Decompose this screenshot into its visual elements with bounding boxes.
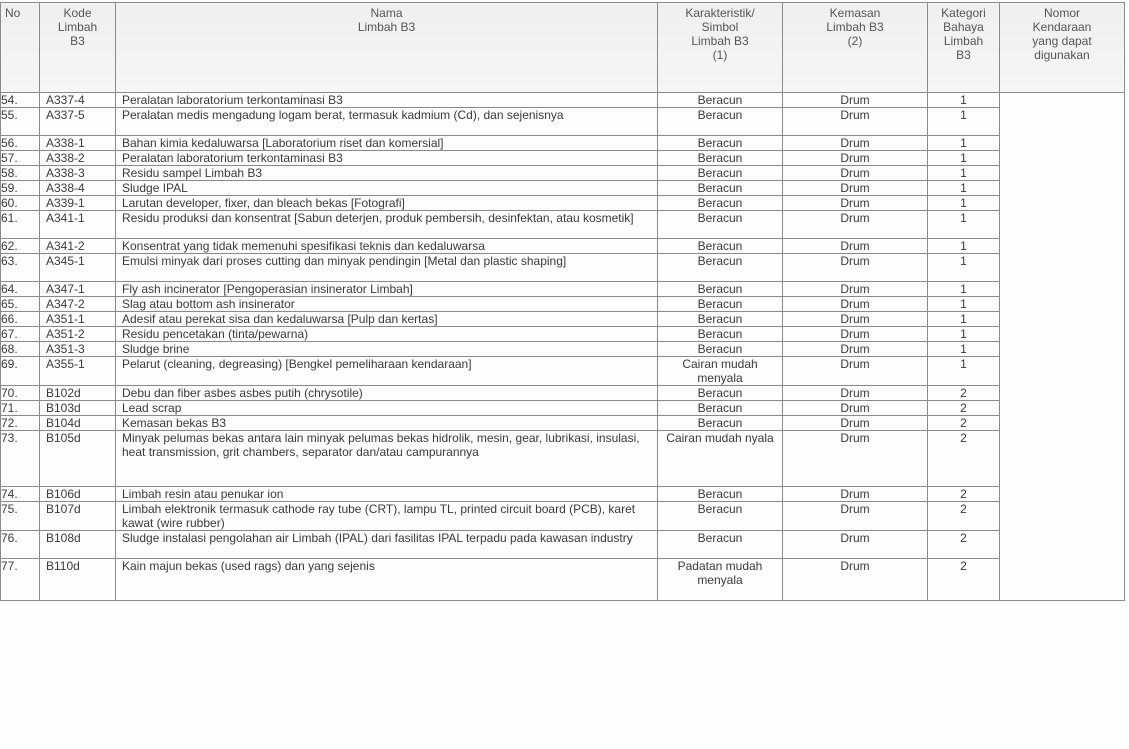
row-characteristic: Padatan mudah menyala <box>658 559 783 601</box>
row-category: 1 <box>928 196 1000 211</box>
row-name: Fly ash incinerator [Pengoperasian insinerator Limbah] <box>116 282 658 297</box>
row-characteristic: Beracun <box>658 487 783 502</box>
waste-table <box>0 2 1125 601</box>
row-category: 1 <box>928 181 1000 196</box>
row-packaging: Drum <box>783 254 928 282</box>
table-row <box>1 559 1125 601</box>
row-packaging: Drum <box>783 239 928 254</box>
row-name: Limbah resin atau penukar ion <box>116 487 658 502</box>
row-characteristic: Beracun <box>658 297 783 312</box>
header-nomor-kendaraan: Nomor Kendaraan yang dapat digunakan <box>1000 3 1125 93</box>
row-code: B107d <box>40 502 116 531</box>
row-number: 64. <box>1 282 40 297</box>
row-name: Pelarut (cleaning, degreasing) [Bengkel pemeliharaan kendaraan] <box>116 357 658 386</box>
header-kode: Kode Limbah B3 <box>40 3 116 93</box>
header-nama: Nama Limbah B3 <box>116 3 658 93</box>
row-number: 58. <box>1 166 40 181</box>
row-characteristic: Beracun <box>658 196 783 211</box>
row-code: A337-5 <box>40 108 116 136</box>
row-number: 59. <box>1 181 40 196</box>
row-number: 63. <box>1 254 40 282</box>
row-packaging: Drum <box>783 181 928 196</box>
row-name: Peralatan medis mengadung logam berat, termasuk kadmium (Cd), dan sejenisnya <box>116 108 658 136</box>
row-category: 1 <box>928 282 1000 297</box>
row-category: 1 <box>928 93 1000 108</box>
row-code: A338-1 <box>40 136 116 151</box>
row-packaging: Drum <box>783 416 928 431</box>
row-packaging: Drum <box>783 151 928 166</box>
row-number: 72. <box>1 416 40 431</box>
row-packaging: Drum <box>783 297 928 312</box>
row-category: 1 <box>928 297 1000 312</box>
row-characteristic: Cairan mudah menyala <box>658 357 783 386</box>
row-name: Konsentrat yang tidak memenuhi spesifikasi teknis dan kedaluwarsa <box>116 239 658 254</box>
row-packaging: Drum <box>783 211 928 239</box>
row-code: A351-2 <box>40 327 116 342</box>
row-code: B108d <box>40 531 116 559</box>
row-name: Residu pencetakan (tinta/pewarna) <box>116 327 658 342</box>
row-code: A337-4 <box>40 93 116 108</box>
row-name: Bahan kimia kedaluwarsa [Laboratorium riset dan komersial] <box>116 136 658 151</box>
table-row <box>1 502 1125 531</box>
row-number: 65. <box>1 297 40 312</box>
row-packaging: Drum <box>783 431 928 487</box>
table-row <box>1 239 1125 254</box>
row-name: Emulsi minyak dari proses cutting dan minyak pendingin [Metal dan plastic shaping] <box>116 254 658 282</box>
row-code: A347-2 <box>40 297 116 312</box>
row-number: 73. <box>1 431 40 487</box>
row-characteristic: Beracun <box>658 108 783 136</box>
row-number: 67. <box>1 327 40 342</box>
row-number: 70. <box>1 386 40 401</box>
table-row <box>1 342 1125 357</box>
row-characteristic: Beracun <box>658 401 783 416</box>
row-category: 2 <box>928 416 1000 431</box>
row-characteristic: Beracun <box>658 239 783 254</box>
table-row <box>1 327 1125 342</box>
row-name: Larutan developer, fixer, dan bleach bekas [Fotografi] <box>116 196 658 211</box>
row-category: 1 <box>928 211 1000 239</box>
row-characteristic: Cairan mudah nyala <box>658 431 783 487</box>
row-packaging: Drum <box>783 401 928 416</box>
row-number: 66. <box>1 312 40 327</box>
row-packaging: Drum <box>783 282 928 297</box>
header-kategori: Kategori Bahaya Limbah B3 <box>928 3 1000 93</box>
row-name: Peralatan laboratorium terkontaminasi B3 <box>116 151 658 166</box>
row-name: Sludge IPAL <box>116 181 658 196</box>
table-row <box>1 312 1125 327</box>
row-number: 74. <box>1 487 40 502</box>
row-category: 1 <box>928 357 1000 386</box>
row-characteristic: Beracun <box>658 181 783 196</box>
table-row <box>1 297 1125 312</box>
row-number: 62. <box>1 239 40 254</box>
row-characteristic: Beracun <box>658 166 783 181</box>
table-row <box>1 531 1125 559</box>
row-category: 1 <box>928 166 1000 181</box>
row-code: B104d <box>40 416 116 431</box>
row-category: 1 <box>928 312 1000 327</box>
row-code: B102d <box>40 386 116 401</box>
row-code: B106d <box>40 487 116 502</box>
row-number: 61. <box>1 211 40 239</box>
row-code: B110d <box>40 559 116 601</box>
row-characteristic: Beracun <box>658 136 783 151</box>
table-row <box>1 136 1125 151</box>
row-name: Residu sampel Limbah B3 <box>116 166 658 181</box>
row-packaging: Drum <box>783 196 928 211</box>
row-number: 68. <box>1 342 40 357</box>
row-number: 56. <box>1 136 40 151</box>
row-category: 1 <box>928 327 1000 342</box>
header-kemasan: Kemasan Limbah B3 (2) <box>783 3 928 93</box>
row-packaging: Drum <box>783 93 928 108</box>
row-category: 2 <box>928 531 1000 559</box>
row-code: A345-1 <box>40 254 116 282</box>
row-characteristic: Beracun <box>658 386 783 401</box>
table-row <box>1 282 1125 297</box>
row-characteristic: Beracun <box>658 416 783 431</box>
row-name: Lead scrap <box>116 401 658 416</box>
table-row <box>1 151 1125 166</box>
row-packaging: Drum <box>783 487 928 502</box>
row-characteristic: Beracun <box>658 282 783 297</box>
row-name: Debu dan fiber asbes asbes putih (chrysotile) <box>116 386 658 401</box>
row-category: 1 <box>928 108 1000 136</box>
row-packaging: Drum <box>783 312 928 327</box>
row-category: 2 <box>928 559 1000 601</box>
row-number: 77. <box>1 559 40 601</box>
table-row <box>1 93 1125 108</box>
row-packaging: Drum <box>783 386 928 401</box>
row-vehicle-number <box>1000 93 1125 601</box>
table-row <box>1 401 1125 416</box>
row-number: 71. <box>1 401 40 416</box>
row-packaging: Drum <box>783 166 928 181</box>
row-number: 60. <box>1 196 40 211</box>
row-code: B103d <box>40 401 116 416</box>
row-category: 1 <box>928 254 1000 282</box>
row-code: A351-1 <box>40 312 116 327</box>
row-name: Residu produksi dan konsentrat [Sabun deterjen, produk pembersih, desinfektan, atau kosmetik] <box>116 211 658 239</box>
row-characteristic: Beracun <box>658 312 783 327</box>
row-name: Kemasan bekas B3 <box>116 416 658 431</box>
row-characteristic: Beracun <box>658 327 783 342</box>
row-code: A355-1 <box>40 357 116 386</box>
row-code: A339-1 <box>40 196 116 211</box>
row-characteristic: Beracun <box>658 531 783 559</box>
row-number: 69. <box>1 357 40 386</box>
table-row <box>1 196 1125 211</box>
row-characteristic: Beracun <box>658 151 783 166</box>
row-name: Sludge instalasi pengolahan air Limbah (IPAL) dari fasilitas IPAL terpadu pada kawasan industry <box>116 531 658 559</box>
table-row <box>1 181 1125 196</box>
table-row <box>1 254 1125 282</box>
row-category: 1 <box>928 151 1000 166</box>
row-code: A338-3 <box>40 166 116 181</box>
table-body <box>1 93 1125 601</box>
row-name: Slag atau bottom ash insinerator <box>116 297 658 312</box>
header-no: No <box>1 3 40 93</box>
row-category: 2 <box>928 401 1000 416</box>
table-row <box>1 211 1125 239</box>
row-code: A341-1 <box>40 211 116 239</box>
row-category: 2 <box>928 386 1000 401</box>
row-packaging: Drum <box>783 559 928 601</box>
row-name: Sludge brine <box>116 342 658 357</box>
row-packaging: Drum <box>783 108 928 136</box>
row-number: 57. <box>1 151 40 166</box>
row-category: 1 <box>928 136 1000 151</box>
row-name: Limbah elektronik termasuk cathode ray tube (CRT), lampu TL, printed circuit board (PCB), karet kawat (wire rubber) <box>116 502 658 531</box>
row-number: 55. <box>1 108 40 136</box>
row-code: A351-3 <box>40 342 116 357</box>
row-number: 54. <box>1 93 40 108</box>
row-name: Kain majun bekas (used rags) dan yang sejenis <box>116 559 658 601</box>
row-characteristic: Beracun <box>658 211 783 239</box>
header-karakteristik: Karakteristik/ Simbol Limbah B3 (1) <box>658 3 783 93</box>
row-category: 1 <box>928 239 1000 254</box>
row-characteristic: Beracun <box>658 502 783 531</box>
row-name: Minyak pelumas bekas antara lain minyak pelumas bekas hidrolik, mesin, gear, lubrikasi, insulasi, heat transmission, grit chambers, separator dan/atau campurannya <box>116 431 658 487</box>
table-row <box>1 108 1125 136</box>
row-code: B105d <box>40 431 116 487</box>
table-row <box>1 487 1125 502</box>
row-code: A338-4 <box>40 181 116 196</box>
row-category: 2 <box>928 487 1000 502</box>
row-name: Peralatan laboratorium terkontaminasi B3 <box>116 93 658 108</box>
table-row <box>1 357 1125 386</box>
row-name: Adesif atau perekat sisa dan kedaluwarsa [Pulp dan kertas] <box>116 312 658 327</box>
row-number: 75. <box>1 502 40 531</box>
row-code: A338-2 <box>40 151 116 166</box>
table-row <box>1 431 1125 487</box>
row-category: 1 <box>928 342 1000 357</box>
row-code: A341-2 <box>40 239 116 254</box>
row-packaging: Drum <box>783 531 928 559</box>
row-characteristic: Beracun <box>658 93 783 108</box>
table-row <box>1 386 1125 401</box>
row-packaging: Drum <box>783 327 928 342</box>
row-packaging: Drum <box>783 342 928 357</box>
row-category: 2 <box>928 431 1000 487</box>
row-code: A347-1 <box>40 282 116 297</box>
row-number: 76. <box>1 531 40 559</box>
row-characteristic: Beracun <box>658 254 783 282</box>
table-header-row <box>1 3 1125 93</box>
table-row <box>1 166 1125 181</box>
row-characteristic: Beracun <box>658 342 783 357</box>
row-packaging: Drum <box>783 136 928 151</box>
table-row <box>1 416 1125 431</box>
row-packaging: Drum <box>783 357 928 386</box>
row-packaging: Drum <box>783 502 928 531</box>
row-category: 2 <box>928 502 1000 531</box>
